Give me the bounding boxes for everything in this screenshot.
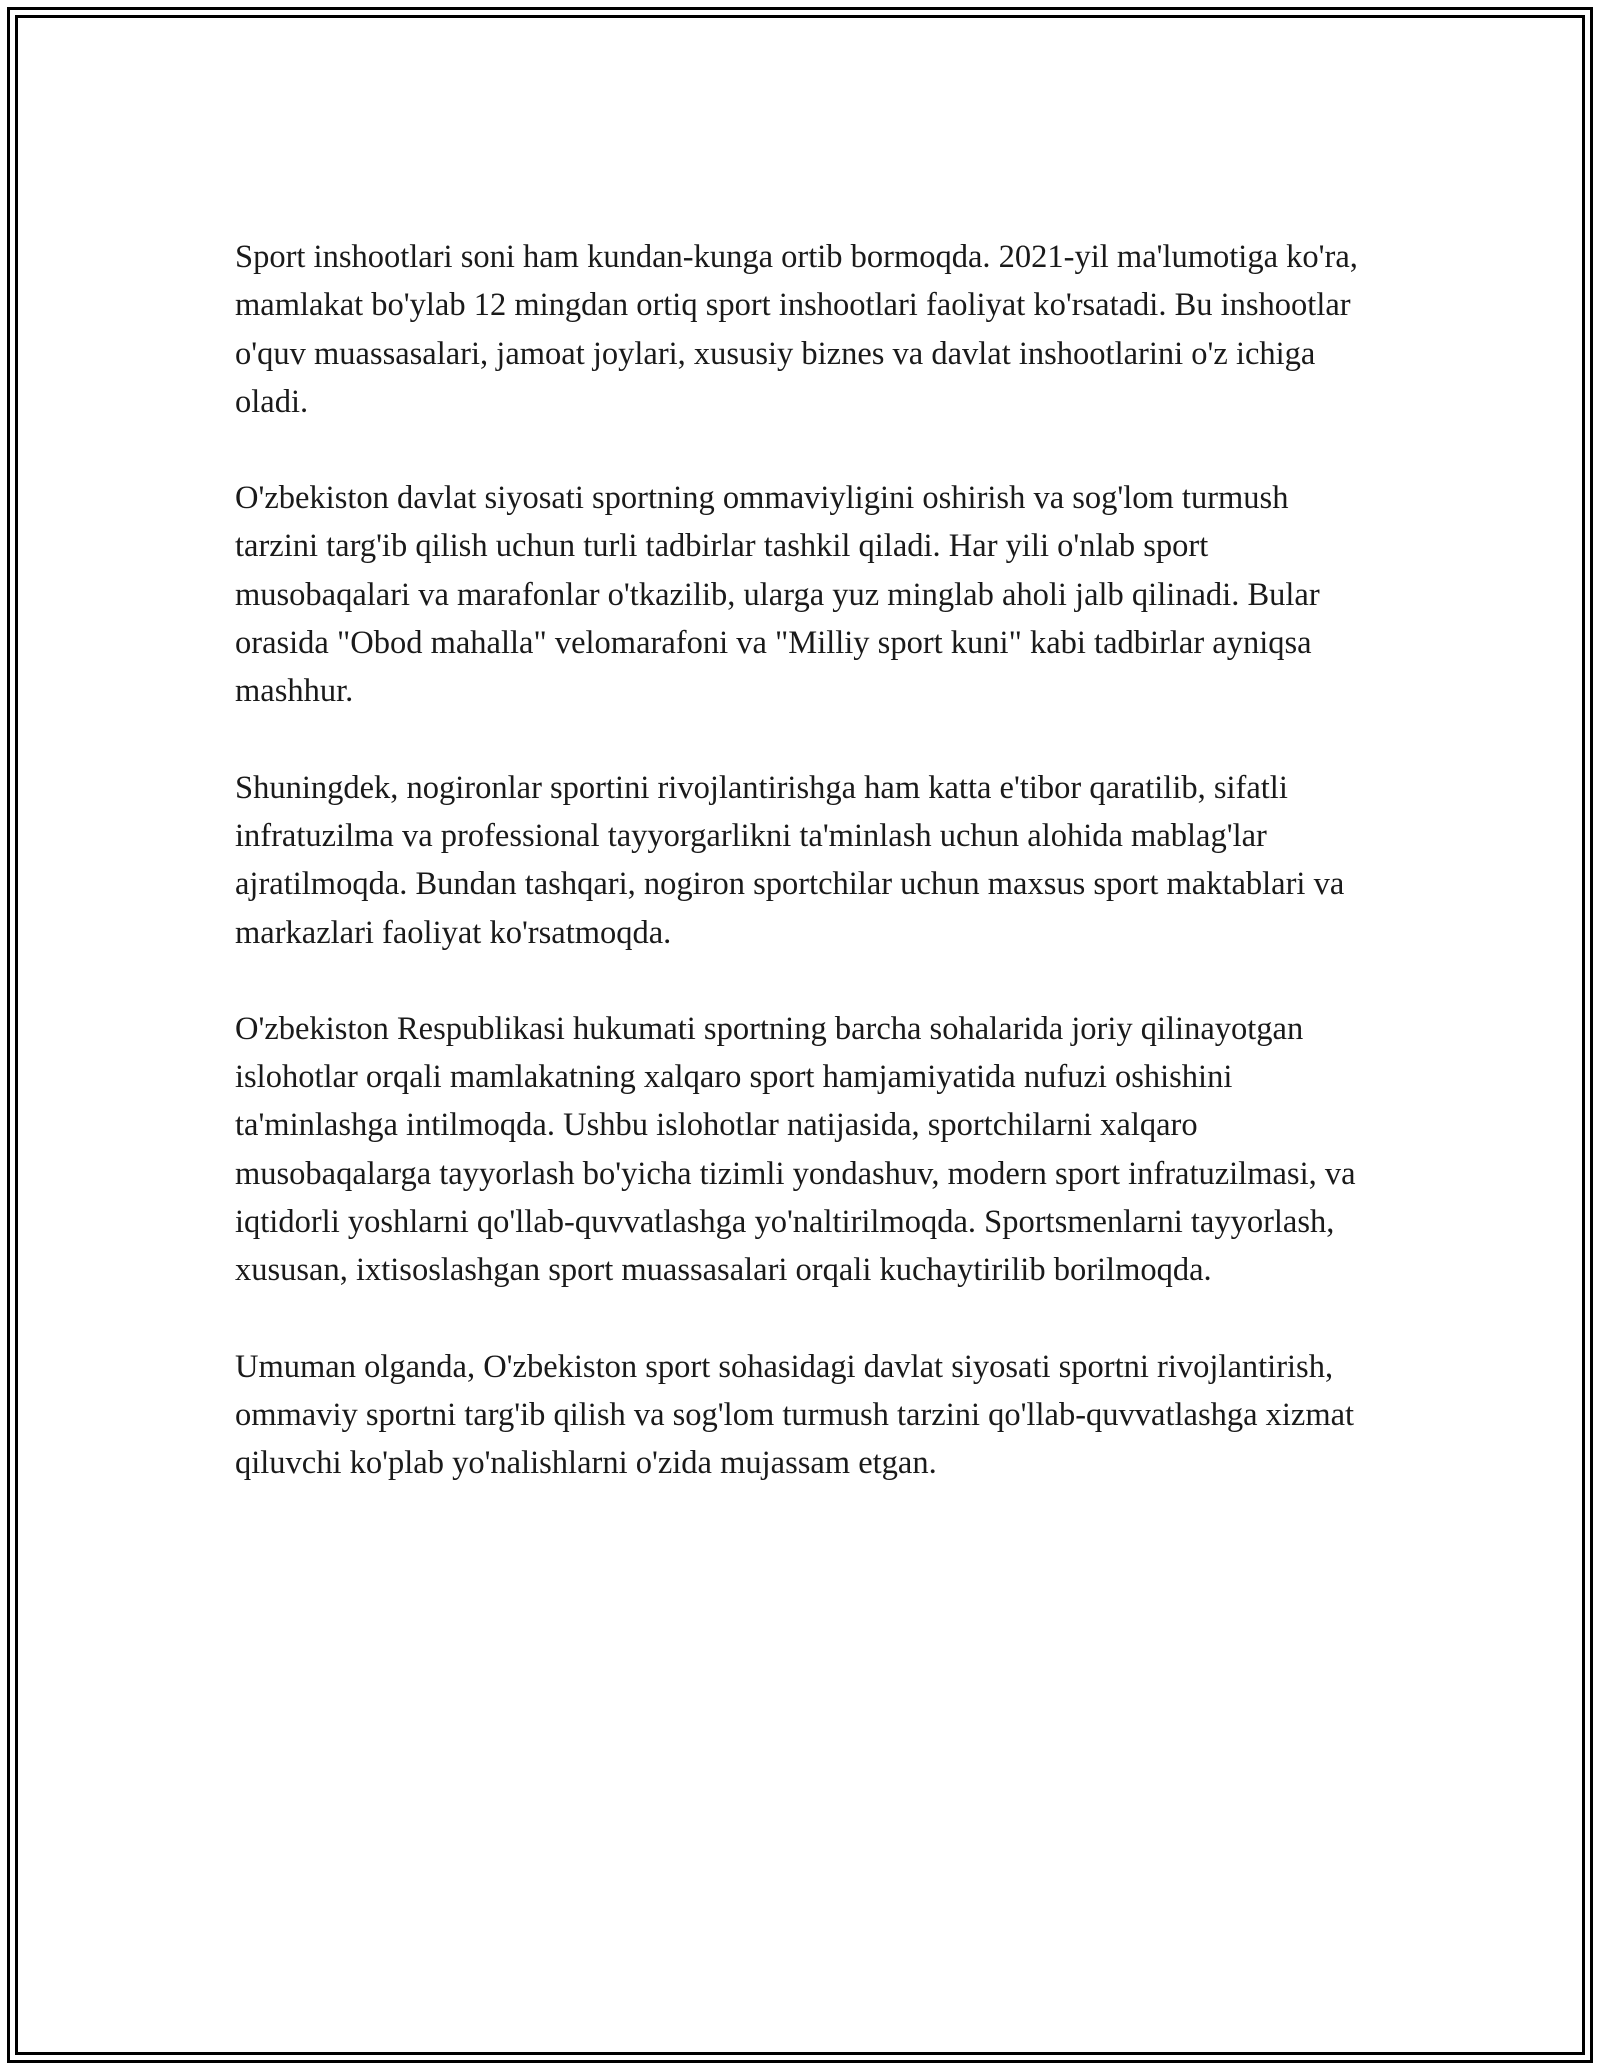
document-body: [235, 233, 1375, 1536]
paragraph-sport-facilities: Sport inshootlari soni ham kundan-kunga ortib bormoqda. 2021-yil ma'lumotiga ko'ra, mamlakat bo'ylab 12 mingdan ortiq sport inshootlari faoliyat ko'rsatadi. Bu inshootlar o'quv muassasalari, jamoat joylari, xususiy biznes va davlat inshootlarini o'z ichiga oladi.: [235, 239, 1358, 420]
paragraph-state-policy-events: O'zbekiston davlat siyosati sportning ommaviyligini oshirish va sog'lom turmush tarzini targ'ib qilish uchun turli tadbirlar tashkil qiladi. Har yili o'nlab sport musobaqalari va marafonlar o'tkazilib, ularga yuz minglab aholi jalb qilinadi. Bular orasida "Obod mahalla" velomarafoni va "Milliy sport kuni" kabi tadbirlar ayniqsa mashhur.: [235, 480, 1320, 710]
paragraph-conclusion: Umuman olganda, O'zbekiston sport sohasidagi davlat siyosati sportni rivojlantirish, ommaviy sportni targ'ib qilish va sog'lom turmush tarzini qo'llab-quvvatlashga xizmat qiluvchi ko'plab yo'nalishlarni o'zida mujassam etgan.: [235, 1348, 1355, 1482]
paragraph-disability-sports: Shuningdek, nogironlar sportini rivojlantirishga ham katta e'tibor qaratilib, sifatli infratuzilma va professional tayyorgarlikni ta'minlash uchun alohida mablag'lar ajratilmoqda. Bundan tashqari, nogiron sportchilar uchun maxsus sport maktablari va markazlari faoliyat ko'rsatmoqda.: [235, 769, 1345, 951]
paragraph-government-reforms: O'zbekiston Respublikasi hukumati sportning barcha sohalarida joriy qilinayotgan islohotlar orqali mamlakatning xalqaro sport hamjamiyatida nufuzi oshishini ta'minlashga intilmoqda. Ushbu islohotlar natijasida, sportchilarni xalqaro musobaqalarga tayyorlash bo'yicha tizimli yondashuv, modern sport infratuzilmasi, va iqtidorli yoshlarni qo'llab-quvvatlashga yo'naltirilmoqda. Sportsmenlarni tayyorlash, xususan, ixtisoslashgan sport muassasalari orqali kuchaytirilib borilmoqda.: [235, 1010, 1356, 1289]
